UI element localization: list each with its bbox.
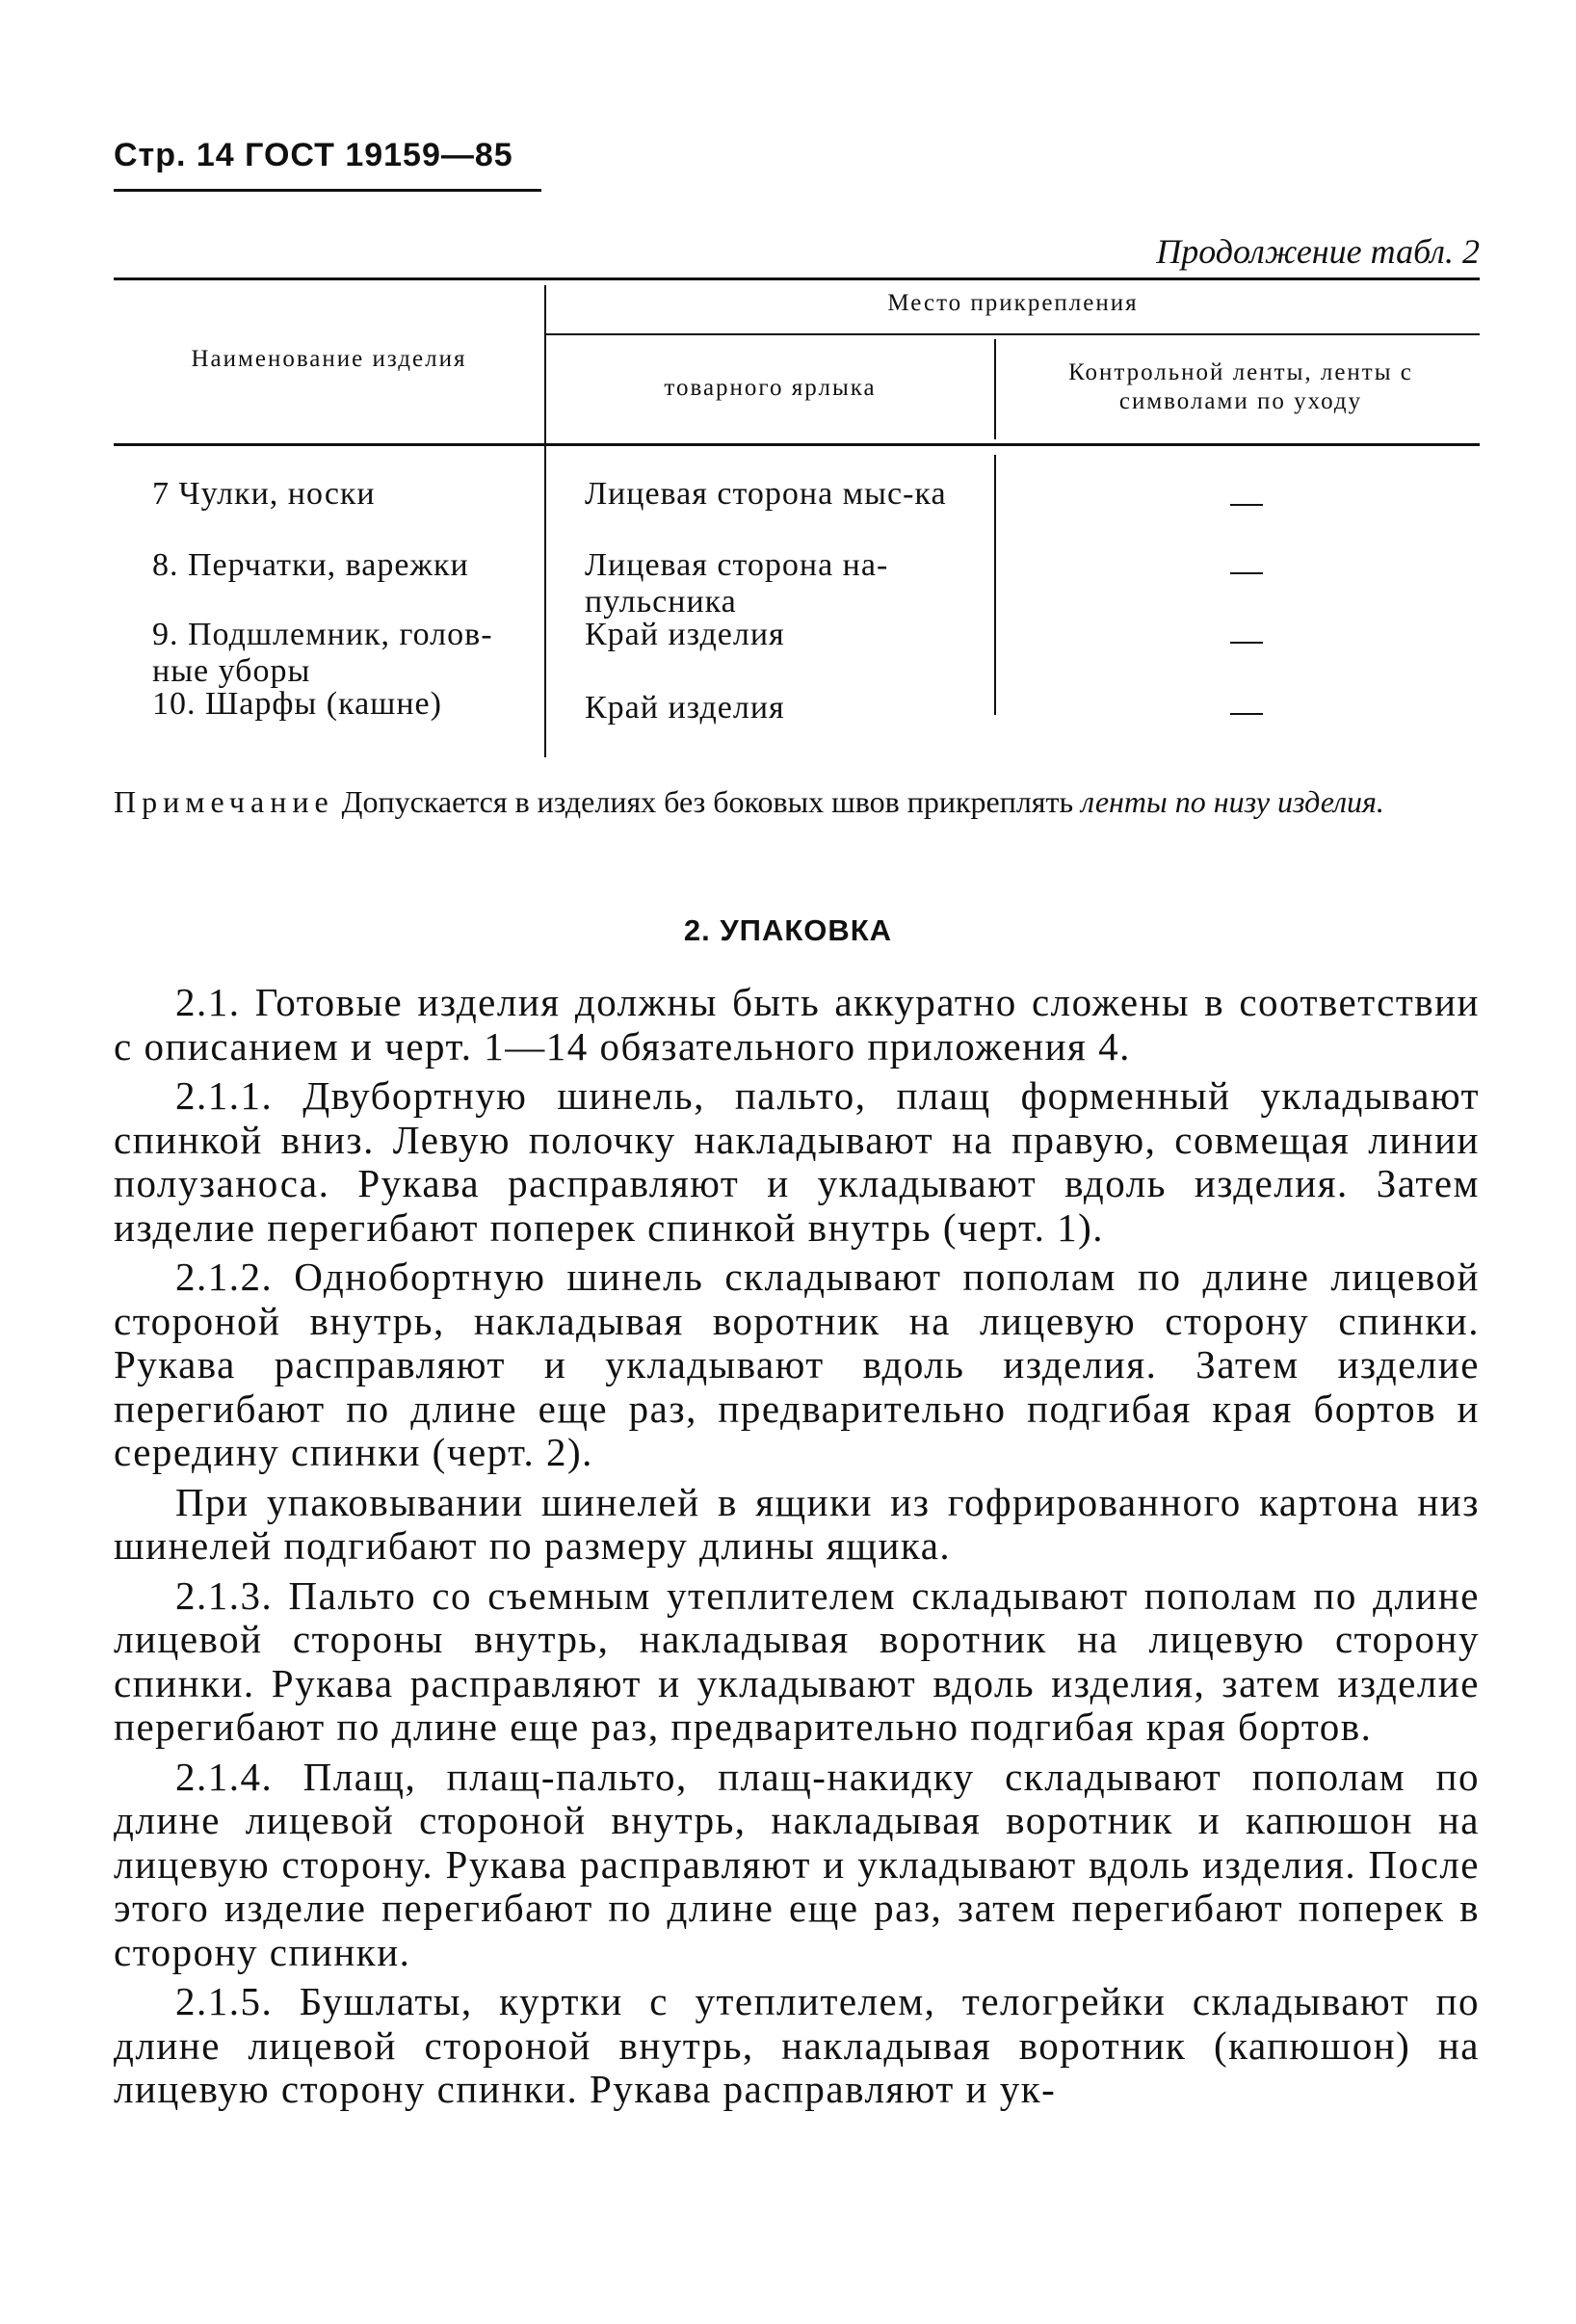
note-label: Примечание [114,784,334,819]
page-header: Стр. 14 ГОСТ 19159—85 [114,137,513,173]
table-top-rule [114,277,1480,280]
row-4-name: 10. Шарфы (кашне) [152,686,442,722]
section-title: 2. УПАКОВКА [683,913,893,947]
group-header-rule [544,333,1480,335]
table-divider-2 [994,339,996,439]
section-body [114,981,1480,2118]
row-3-name: 9. Подшлемник, голов-ные уборы [152,617,493,689]
row-3-tape-dash [1230,642,1263,644]
note-text-italic: ленты по низу изделия. [1081,784,1384,819]
table-continuation-label: Продолжение табл. 2 [1156,232,1480,271]
note-text: Допускается в изделиях без боковых швов прикреплять [341,784,1074,819]
row-2-tape-dash [1230,572,1263,574]
col-name-header: Наименование изделия [191,346,467,372]
paragraph-2-1-4: 2.1.4. Плащ, плащ-пальто, плащ-накидку складывают пополам по длине лицевой стороной внутрь, накладывая воротник и капюшон на лицевую сторону. Рукава расправляют и укладывают вдоль изделия. После этого изделие перегибают по длине еще раз, затем перегибают поперек в сторону спинки. [114,1754,1480,1974]
table-divider-2-body [994,455,996,715]
paragraph-2-1-3: 2.1.3. Пальто со съемным утеплителем складывают пополам по длине лицевой стороны внутрь, накладывая воротник на лицевую сторону спинки. Рукава расправляют и укладывают вдоль изделия, затем изделие перегибают по длине еще раз, предварительно подгибая края бортов. [114,1572,1480,1749]
col-label-header: товарного ярлыка [664,375,877,401]
col-tape-header: Контрольной ленты, ленты с символами по уходу [1068,359,1413,414]
row-4-tape-dash [1230,713,1263,715]
paragraph-2-1-5: 2.1.5. Бушлаты, куртки с утеплителем, телогрейки складывают по длине лицевой стороной внутрь, накладывая воротник (капюшон) на лицевую сторону спинки. Рукава расправляют и ук- [114,1979,1480,2111]
row-1-tape-dash [1230,504,1263,506]
paragraph-greatcoat-boxes: При упаковывании шинелей в ящики из гофрированного картона низ шинелей подгибают по размеру длины ящика. [114,1479,1480,1568]
header-bottom-rule [114,443,1480,446]
paragraph-2-1-2: 2.1.2. Однобортную шинель складывают пополам по длине лицевой стороной внутрь, накладывая воротник на лицевую сторону спинки. Рукава расправляют и укладывают вдоль изделия. Затем изделие перегибают по длине еще раз, предварительно подгибая края бортов и середину спинки (черт. 2). [114,1254,1480,1474]
attachment-table [114,277,1480,757]
row-1-name: 7 Чулки, носки [152,476,376,512]
row-2-name: 8. Перчатки, варежки [152,547,469,583]
header-rule [114,189,541,192]
group-header: Место прикрепления [887,290,1139,316]
row-3-label-place: Край изделия [585,617,785,652]
paragraph-2-1-1: 2.1.1. Двубортную шинель, пальто, плащ форменный укладывают спинкой вниз. Левую полочку накладывают на правую, совмещая линии полузаноса. Рукава расправляют и укладывают вдоль изделия. Затем изделие перегибают поперек спинкой внутрь (черт. 1). [114,1073,1480,1250]
row-4-label-place: Край изделия [585,690,785,726]
table-divider-1 [544,285,546,757]
row-2-label-place: Лицевая сторона на-пульсника [585,547,889,620]
paragraph-2-1: 2.1. Готовые изделия должны быть аккуратно сложены в соответствии с описанием и черт. 1—14 обязательного приложения 4. [114,980,1480,1069]
row-1-label-place: Лицевая сторона мыс-ка [585,476,947,512]
table-note [114,782,1480,821]
